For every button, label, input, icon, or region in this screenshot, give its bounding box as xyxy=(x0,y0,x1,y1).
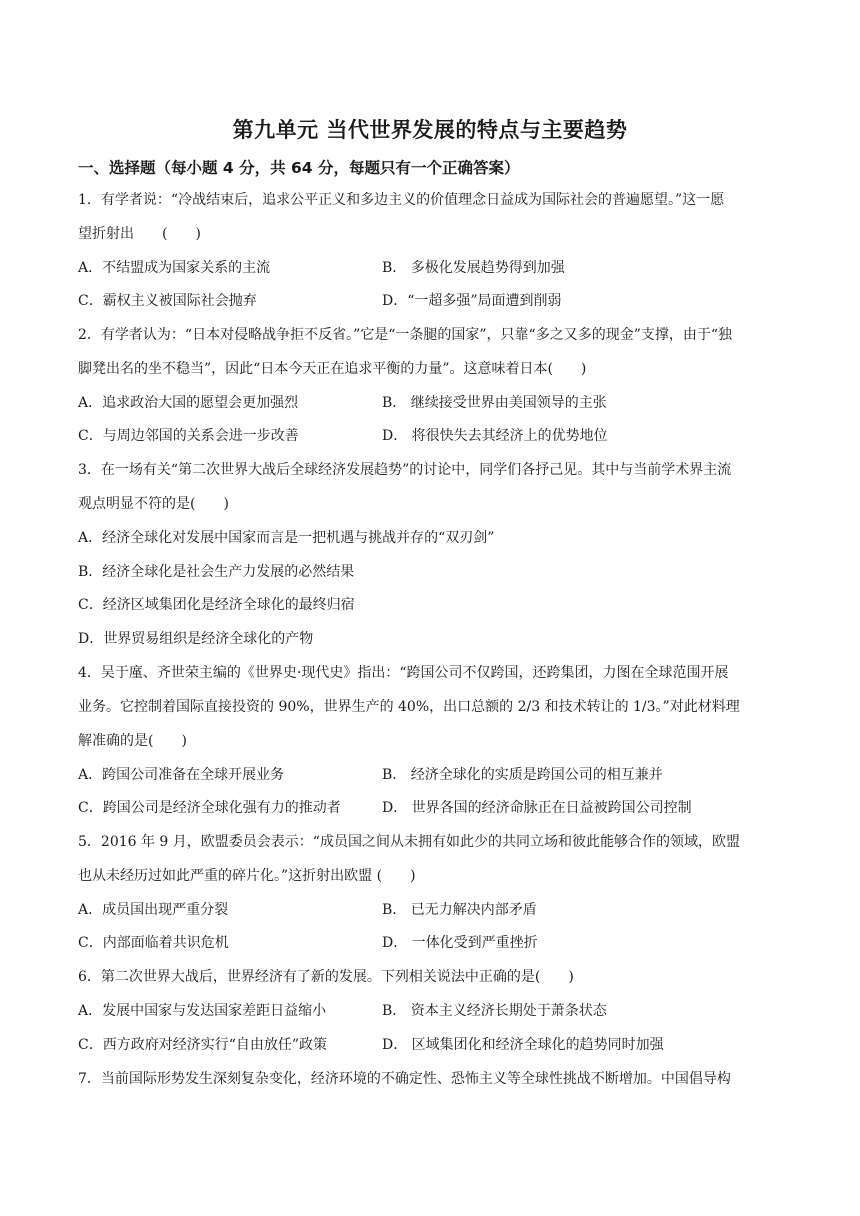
question-1-option-c: C．霸权主义被国际社会抛弃 xyxy=(78,293,257,309)
question-7-line-1: 7．当前国际形势发生深刻复杂变化，经济环境的不确定性、恐怖主义等全球性挑战不断增加。中国倡导构 xyxy=(78,1071,731,1087)
question-2-option-a: A．追求政治大国的愿望会更加强烈 xyxy=(78,395,299,411)
question-4-line-3: 解准确的是( ) xyxy=(78,733,187,749)
question-1-line-2: 望折射出 ( ) xyxy=(78,226,201,242)
question-5-line-2: 也从未经历过如此严重的碎片化。”这折射出欧盟 ( ) xyxy=(78,868,416,884)
question-1-option-b: B． 多极化发展趋势得到加强 xyxy=(382,260,565,276)
question-3-option-a: A．经济全球化对发展中国家而言是一把机遇与挑战并存的“双刃剑” xyxy=(78,530,495,546)
question-4-option-d: D． 世界各国的经济命脉正在日益被跨国公司控制 xyxy=(382,800,692,816)
question-3-option-c: C．经济区域集团化是经济全球化的最终归宿 xyxy=(78,597,355,613)
question-6-option-b: B． 资本主义经济长期处于萧条状态 xyxy=(382,1003,607,1019)
question-6-line-1: 6．第二次世界大战后，世界经济有了新的发展。下列相关说法中正确的是( ) xyxy=(78,969,574,985)
question-6-option-d: D． 区域集团化和经济全球化的趋势同时加强 xyxy=(382,1037,664,1053)
question-3-line-1: 3．在一场有关“第二次世界大战后全球经济发展趋势”的讨论中，同学们各抒己见。其中与当前学术界主流 xyxy=(78,462,732,478)
question-3-option-d: D．世界贸易组织是经济全球化的产物 xyxy=(78,631,314,647)
question-4-line-2: 业务。它控制着国际直接投资的 90%，世界生产的 40%，出口总额的 2/3 和技术转让的 1/3。”对此材料理 xyxy=(78,699,740,715)
question-5-option-b: B． 已无力解决内部矛盾 xyxy=(382,902,537,918)
question-4-option-b: B． 经济全球化的实质是跨国公司的相互兼并 xyxy=(382,767,663,783)
question-5-option-a: A．成员国出现严重分裂 xyxy=(78,902,229,918)
question-3-line-2: 观点明显不符的是( ) xyxy=(78,496,229,512)
question-6-option-c: C．西方政府对经济实行“自由放任”政策 xyxy=(78,1037,328,1053)
question-2-line-2: 脚凳出名的坐不稳当”，因此“日本今天正在追求平衡的力量”。这意味着日本( ) xyxy=(78,361,587,377)
question-2-option-b: B． 继续接受世界由美国领导的主张 xyxy=(382,395,607,411)
question-6-option-a: A．发展中国家与发达国家差距日益缩小 xyxy=(78,1003,327,1019)
question-4-option-a: A．跨国公司准备在全球开展业务 xyxy=(78,767,285,783)
question-5-option-d: D． 一体化受到严重挫折 xyxy=(382,935,538,951)
section-heading: 一、选择题（每小题 4 分，共 64 分，每题只有一个正确答案） xyxy=(78,159,520,177)
question-1-option-d: D．“一超多强”局面遭到削弱 xyxy=(382,293,562,309)
page-title: 第九单元 当代世界发展的特点与主要趋势 xyxy=(232,118,628,142)
question-2-line-1: 2．有学者认为：“日本对侵略战争拒不反省。”它是“一条腿的国家”，只靠“多之又多的现金”支撑，由于“独 xyxy=(78,327,733,343)
question-3-option-b: B．经济全球化是社会生产力发展的必然结果 xyxy=(78,564,355,580)
question-5-option-c: C．内部面临着共识危机 xyxy=(78,935,229,951)
question-1-line-1: 1．有学者说：“冷战结束后，追求公平正义和多边主义的价值理念日益成为国际社会的普遍愿望。”这一愿 xyxy=(78,192,725,208)
question-5-line-1: 5．2016 年 9 月，欧盟委员会表示：“成员国之间从未拥有如此少的共同立场和彼此能够合作的领域，欧盟 xyxy=(78,834,740,850)
question-1-option-a: A．不结盟成为国家关系的主流 xyxy=(78,260,271,276)
question-2-option-d: D． 将很快失去其经济上的优势地位 xyxy=(382,428,608,444)
question-4-option-c: C．跨国公司是经济全球化强有力的推动者 xyxy=(78,800,341,816)
question-4-line-1: 4．吴于廑、齐世荣主编的《世界史·现代史》指出：“跨国公司不仅跨国，还跨集团，力图在全球范围开展 xyxy=(78,665,729,681)
question-2-option-c: C．与周边邻国的关系会进一步改善 xyxy=(78,428,299,444)
